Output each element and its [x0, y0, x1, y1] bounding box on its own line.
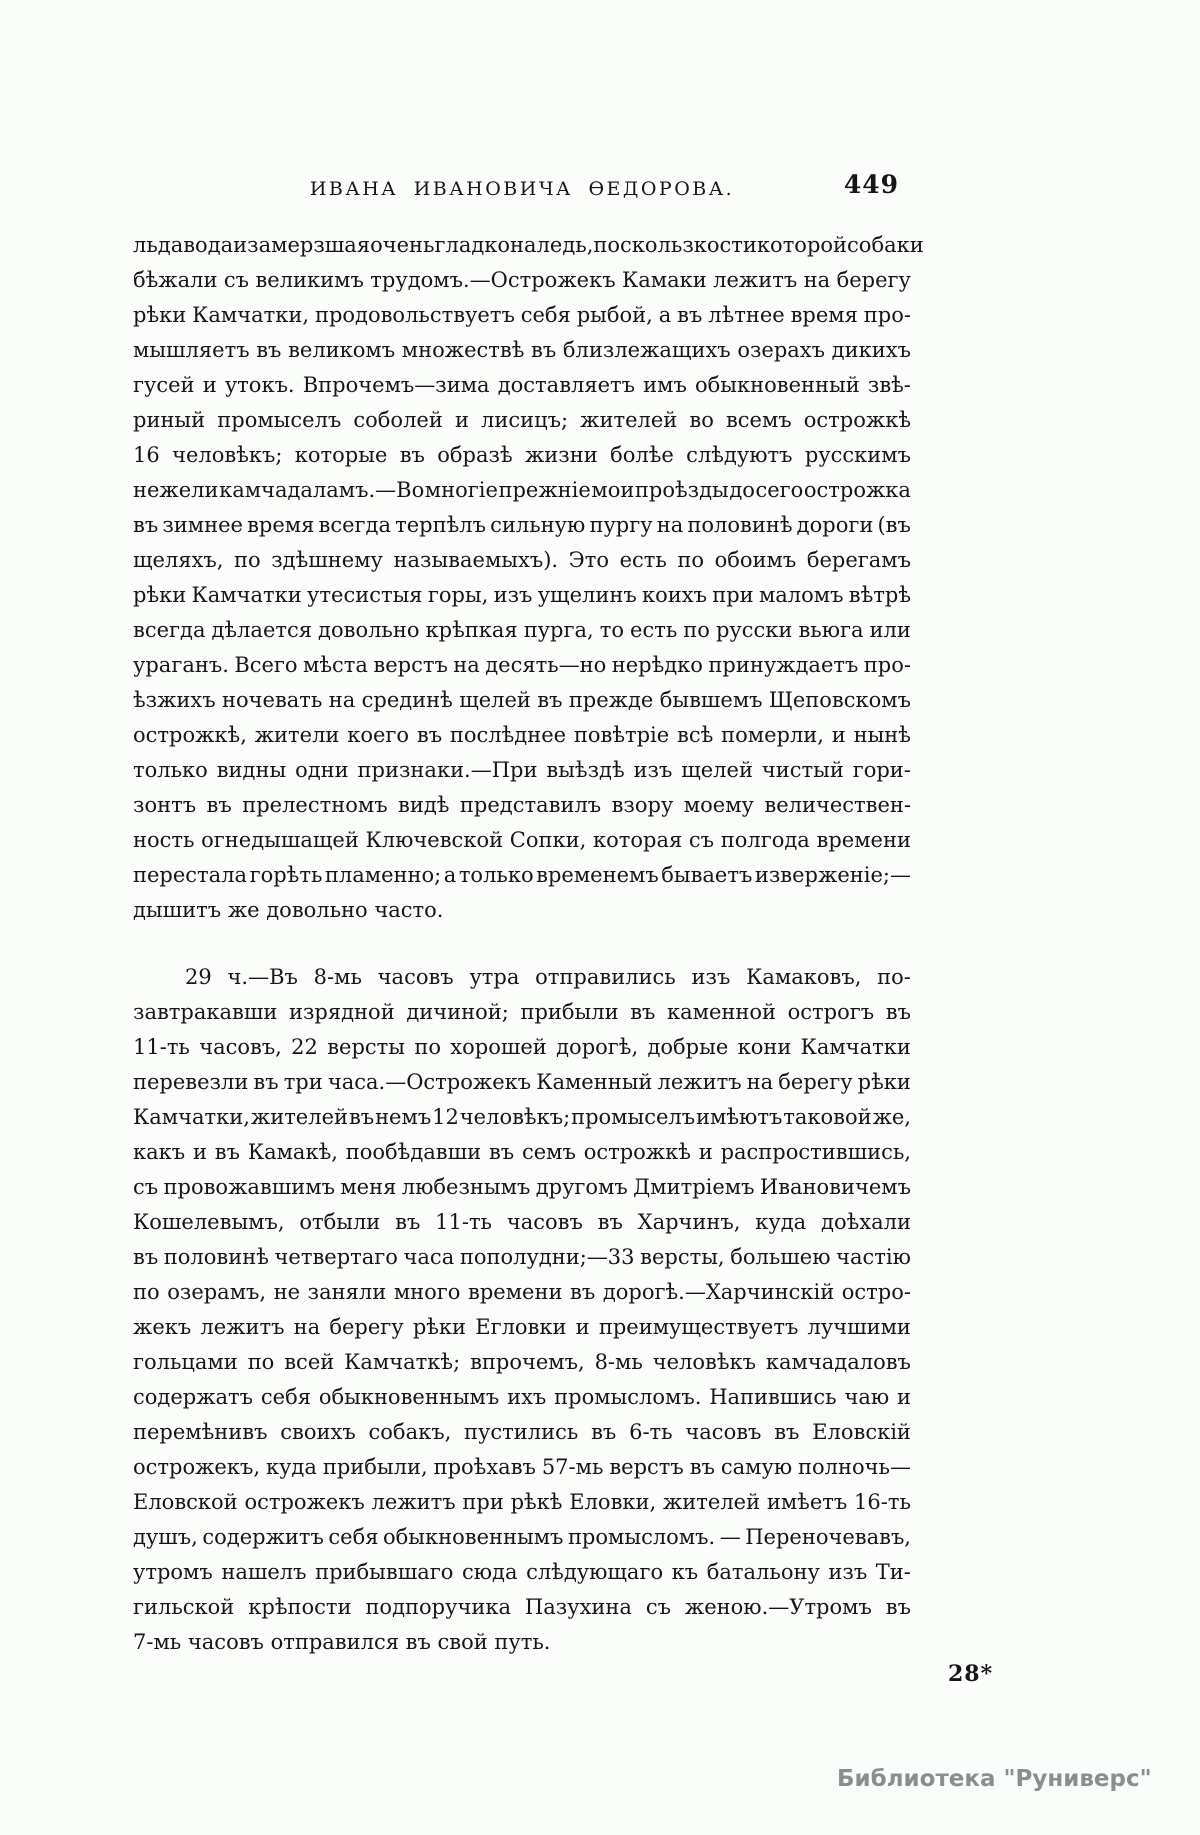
- watermark: Библиотека "Руниверс": [837, 1766, 1152, 1792]
- text-line: нежели камчадаламъ.—Во многіе прежніе мои проѣзды до сего острожка: [133, 478, 911, 502]
- text-line: перестала горѣть пламенно; а только временемъ бываетъ изверженіе;—: [133, 863, 911, 887]
- text-line: острожекъ, куда прибыли, проѣхавъ 57-мь верстъ въ самую полночь—: [133, 1455, 911, 1479]
- text-line: только видны одни признаки.—При выѣздѣ изъ щелей чистый гори-: [133, 758, 911, 782]
- running-title: ИВАНА ИВАНОВИЧА ѲЕДОРОВА.: [309, 178, 735, 200]
- text-line: Кошелевымъ, отбыли въ 11-ть часовъ въ Харчинъ, куда доѣхали: [133, 1210, 911, 1234]
- text-line: въ половинѣ четвертаго часа пополудни;—33 версты, большею частію: [133, 1245, 911, 1269]
- text-line: 29 ч.—Въ 8-мь часовъ утра отправились изъ Камаковъ, по-: [185, 965, 911, 989]
- text-line: перевезли въ три часа.—Острожекъ Каменный лежитъ на берегу рѣки: [133, 1070, 911, 1094]
- paragraph: [133, 960, 911, 1660]
- text-line: перемѣнивъ своихъ собакъ, пустились въ 6-ть часовъ въ Еловскій: [133, 1420, 911, 1444]
- text-block: [133, 228, 924, 1660]
- text-line: рѣки Камчатки, продовольствуетъ себя рыбой, а въ лѣтнее время про-: [133, 303, 911, 327]
- text-line: содержатъ себя обыкновеннымъ ихъ промысломъ. Напившись чаю и: [133, 1385, 911, 1409]
- page-number: 449: [843, 170, 899, 199]
- text-line: утромъ нашелъ прибывшаго сюда слѣдующаго къ батальону изъ Ти-: [133, 1560, 911, 1584]
- text-line: жекъ лежитъ на берегу рѣки Егловки и преимуществуетъ лучшими: [133, 1315, 911, 1339]
- text-line: всегда дѣлается довольно крѣпкая пурга, то есть по русски вьюга или: [133, 618, 911, 642]
- text-line: зонтъ въ прелестномъ видѣ представилъ взору моему величествен-: [133, 793, 911, 817]
- text-line: Еловской острожекъ лежитъ при рѣкѣ Еловки, жителей имѣетъ 16-ть: [133, 1490, 911, 1514]
- text-line: 16 человѣкъ; которые въ образѣ жизни болѣе слѣдуютъ русскимъ: [133, 443, 911, 467]
- text-line: гусей и утокъ. Впрочемъ—зима доставляетъ имъ обыкновенный звѣ-: [133, 373, 911, 397]
- text-line: по озерамъ, не заняли много времени въ дорогѣ.—Харчинскій остро-: [133, 1280, 911, 1304]
- text-line: 11-ть часовъ, 22 версты по хорошей дорогѣ, добрые кони Камчатки: [133, 1035, 911, 1059]
- page-header: [133, 170, 911, 204]
- text-line: дышитъ же довольно часто.: [133, 898, 444, 922]
- signature-mark: 28*: [948, 1661, 994, 1687]
- text-line: душъ, содержитъ себя обыкновеннымъ промысломъ. — Переночевавъ,: [133, 1525, 911, 1549]
- text-line: льда вода и замерзшая очень гладко наледь, по скользкости которой собаки: [133, 233, 924, 257]
- text-line: 7-мь часовъ отправился въ свой путь.: [133, 1630, 551, 1654]
- text-line: ѣзжихъ ночевать на срединѣ щелей въ прежде бывшемъ Щеповскомъ: [133, 688, 911, 712]
- text-line: ность огнедышащей Ключевской Сопки, которая съ полгода времени: [133, 828, 911, 852]
- text-line: бѣжали съ великимъ трудомъ.—Острожекъ Камаки лежитъ на берегу: [133, 268, 911, 292]
- text-line: ураганъ. Всего мѣста верстъ на десять—но нерѣдко принуждаетъ про-: [133, 653, 911, 677]
- text-line: мышляетъ въ великомъ множествѣ въ близлежащихъ озерахъ дикихъ: [133, 338, 911, 362]
- text-line: какъ и въ Камакѣ, пообѣдавши въ семъ острожкѣ и распростившись,: [133, 1140, 911, 1164]
- text-line: риный промыселъ соболей и лисицъ; жителей во всемъ острожкѣ: [133, 408, 911, 432]
- text-line: завтракавши изрядной дичиной; прибыли въ каменной острогъ въ: [133, 1000, 911, 1024]
- text-line: Камчатки, жителей въ немъ 12 человѣкъ; промыселъ имѣютъ таковой же,: [133, 1105, 911, 1129]
- text-line: острожкѣ, жители коего въ послѣднее повѣтріе всѣ померли, и нынѣ: [133, 723, 911, 747]
- text-line: гильской крѣпости подпоручика Пазухина съ женою.—Утромъ въ: [133, 1595, 911, 1619]
- text-line: гольцами по всей Камчаткѣ; впрочемъ, 8-мь человѣкъ камчадаловъ: [133, 1350, 911, 1374]
- text-line: щеляхъ, по здѣшнему называемыхъ). Это есть по обоимъ берегамъ: [133, 548, 911, 572]
- text-line: въ зимнее время всегда терпѣлъ сильную пургу на половинѣ дороги (въ: [133, 513, 911, 537]
- text-line: рѣки Камчатки утесистыя горы, изъ ущелинъ коихъ при маломъ вѣтрѣ: [133, 583, 911, 607]
- text-line: съ провожавшимъ меня любезнымъ другомъ Дмитріемъ Ивановичемъ: [133, 1175, 911, 1199]
- paragraph: [133, 228, 924, 928]
